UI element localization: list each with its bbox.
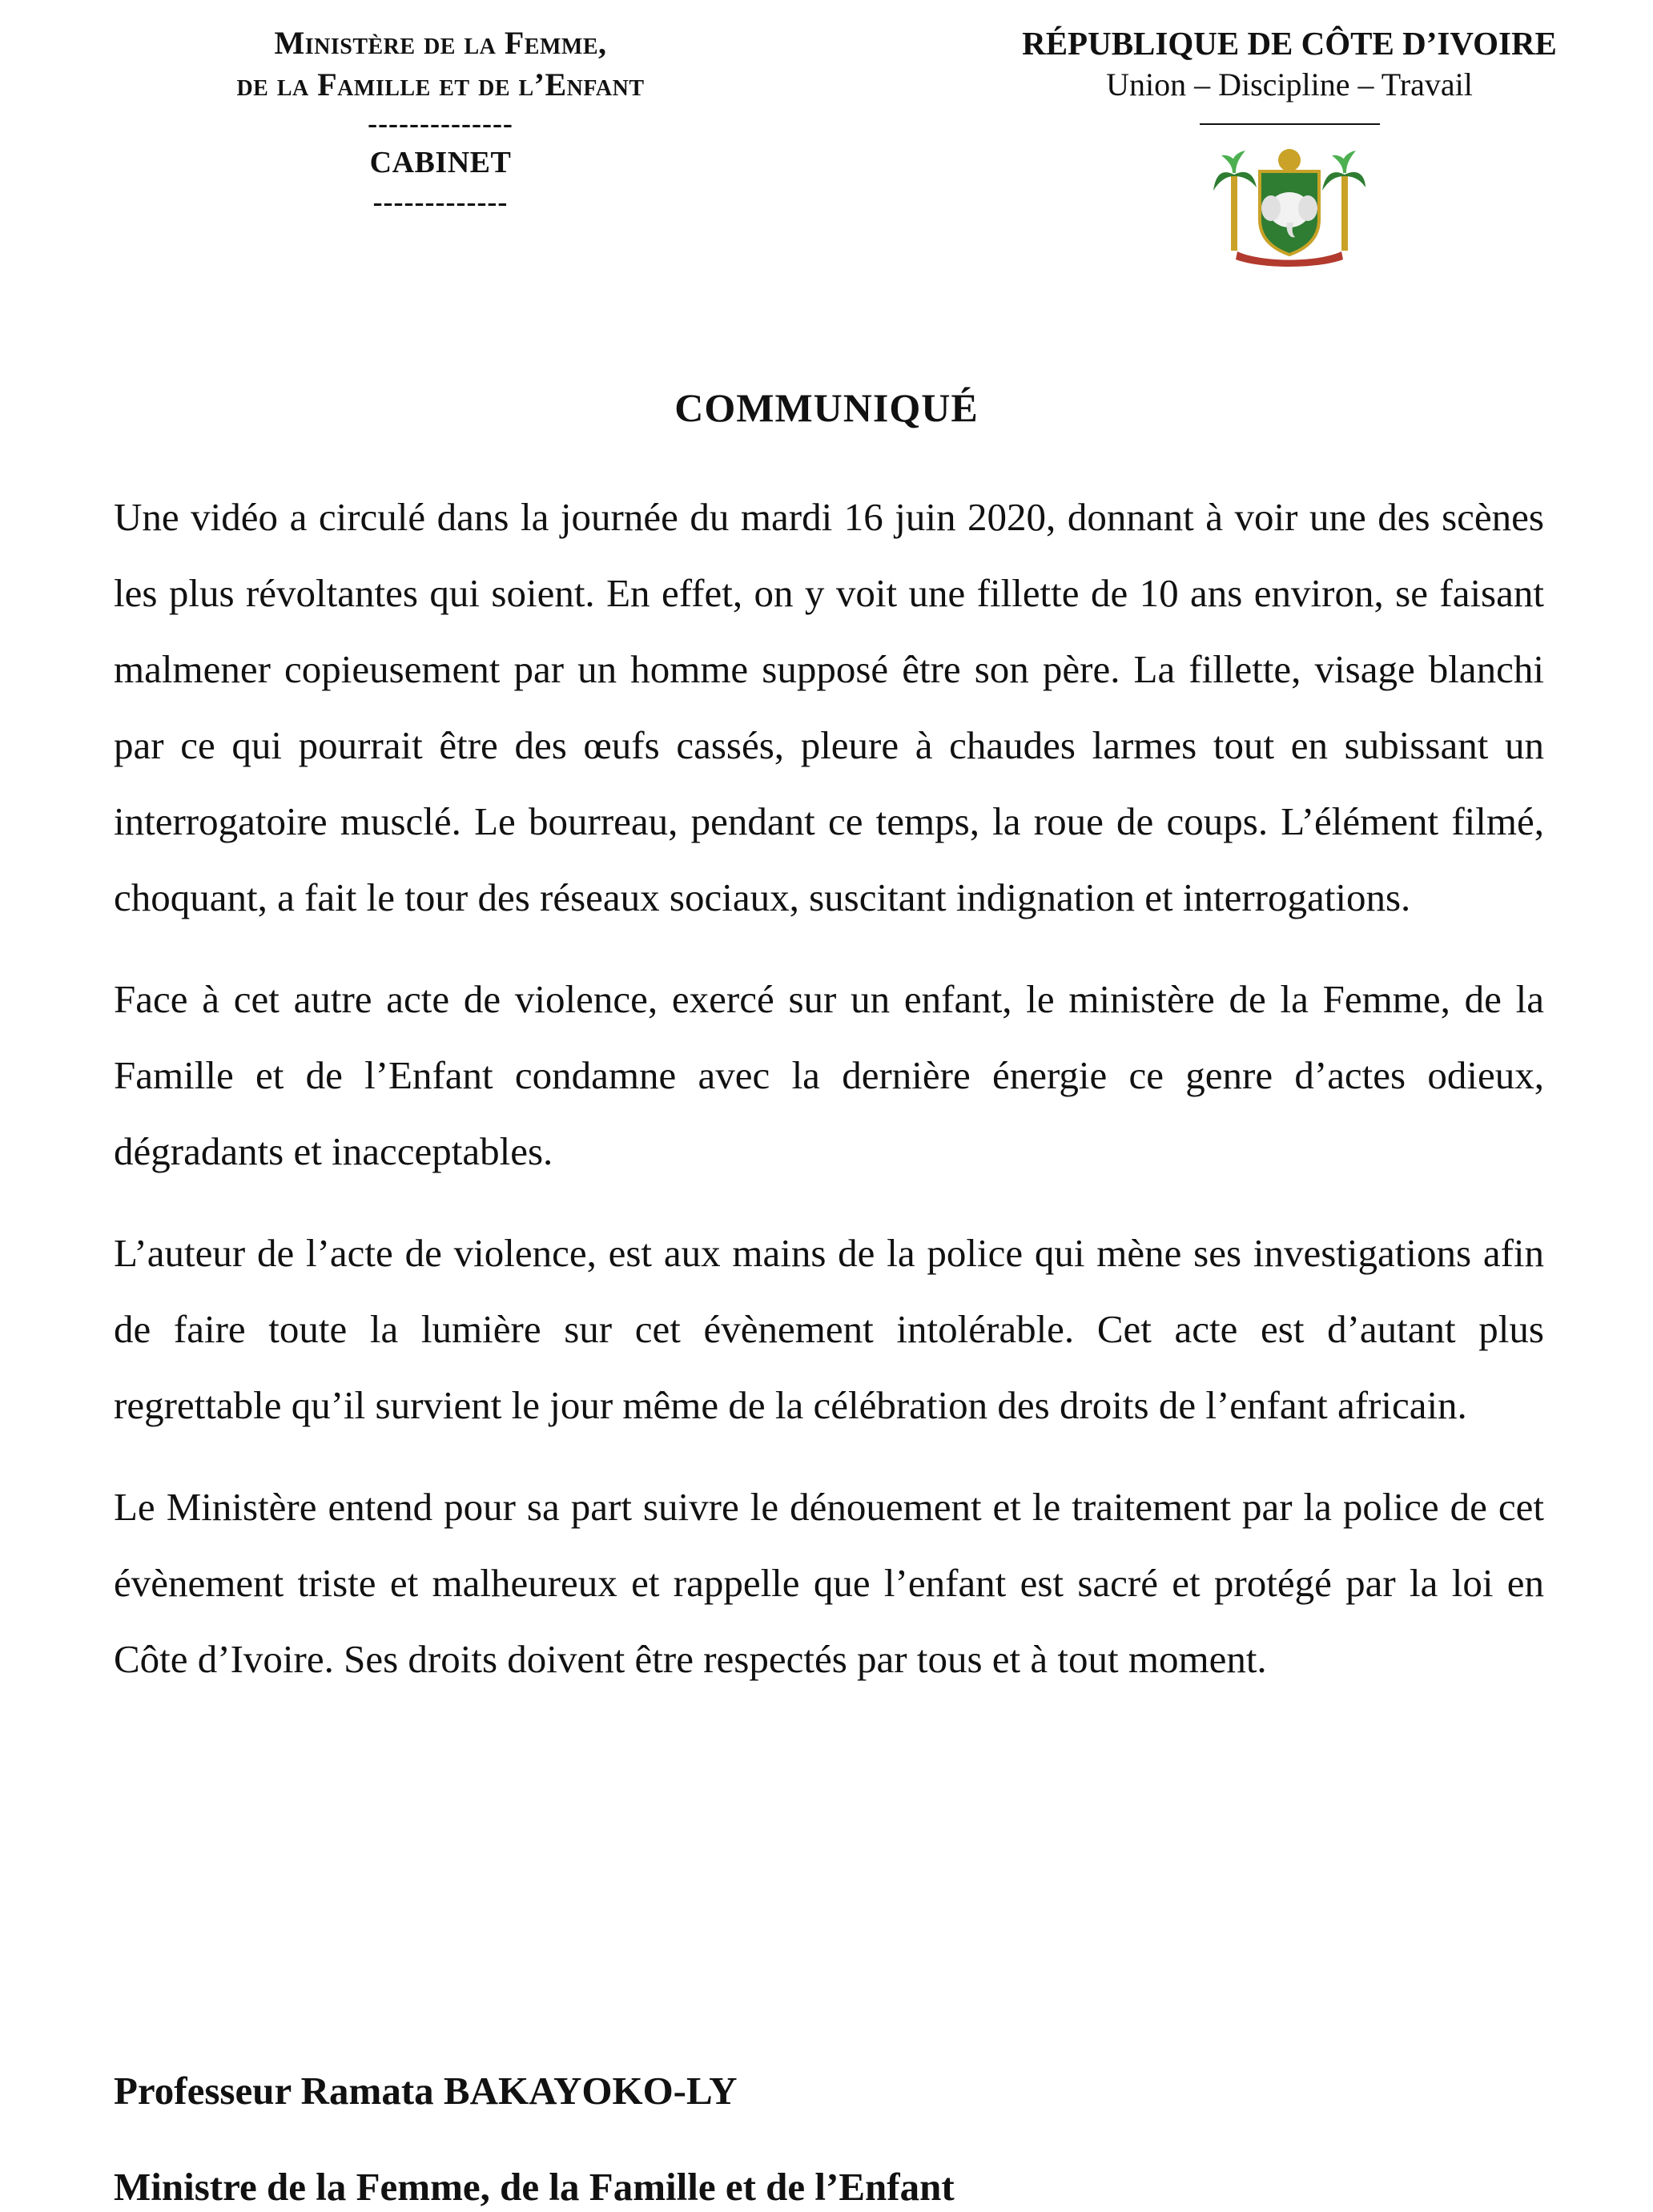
ministry-name-line1: Ministère de la Femme, xyxy=(274,25,607,61)
palm-tree-right-icon xyxy=(1322,151,1365,251)
coat-of-arms-seal xyxy=(1213,143,1365,271)
body-paragraph: Une vidéo a circulé dans la journée du mardi 16 juin 2020, donnant à voir une des scènes les plus révoltantes qui soient. En effet, on y voit une fillette de 10 ans environ, se faisant malmener copieusement par un homme supposé être son père. La fillette, visage blanchi par ce qui pourrait être des œufs cassés, pleure à chaudes larmes tout en subissant un interrogatoire musclé. Le bourreau, pendant ce temps, la roue de coups. L’élément filmé, choquant, a fait le tour des réseaux sociaux, suscitant indignation et interrogations. xyxy=(114,495,1544,919)
palm-tree-left-icon xyxy=(1213,151,1257,251)
cabinet-label: CABINET xyxy=(369,146,512,179)
sun-icon xyxy=(1278,149,1301,171)
body-paragraph: Le Ministère entend pour sa part suivre le dénouement et le traitement par la police de cet évènement triste et malheureux et rappelle que l’enfant est sacré et protégé par la loi en Côte d’Ivoire. Ses droits doivent être respectés par tous et à tout moment. xyxy=(114,1485,1544,1681)
national-motto: Union – Discipline – Travail xyxy=(1106,66,1473,103)
ministry-name-line2: de la Famille et de l’Enfant xyxy=(236,66,645,103)
republic-name: RÉPUBLIQUE DE CÔTE D’IVOIRE xyxy=(1022,25,1557,62)
document-body xyxy=(114,479,1544,1723)
republic-header xyxy=(985,22,1594,271)
header-separator-2: ------------- xyxy=(372,186,509,218)
body-paragraph: Face à cet autre acte de violence, exercé sur un enfant, le ministère de la Femme, de la Famille et de l’Enfant condamne avec la dernière énergie ce genre d’actes odieux, dégradants et inacceptables. xyxy=(114,977,1544,1173)
signatory-title: Ministre de la Femme, de la Famille et de l’Enfant xyxy=(114,2165,955,2209)
signatory-name: Professeur Ramata BAKAYOKO-LY xyxy=(114,2069,738,2113)
header-separator-1: -------------- xyxy=(368,107,513,139)
header-rule xyxy=(1200,123,1380,125)
document-title: COMMUNIQUÉ xyxy=(674,385,979,430)
ministry-header xyxy=(152,22,729,219)
body-paragraph: L’auteur de l’acte de violence, est aux mains de la police qui mène ses investigations afin de faire toute la lumière sur cet évènement intolérable. Cet acte est d’autant plus regrettable qu’il survient le jour même de la célébration des droits de l’enfant africain. xyxy=(114,1231,1544,1427)
